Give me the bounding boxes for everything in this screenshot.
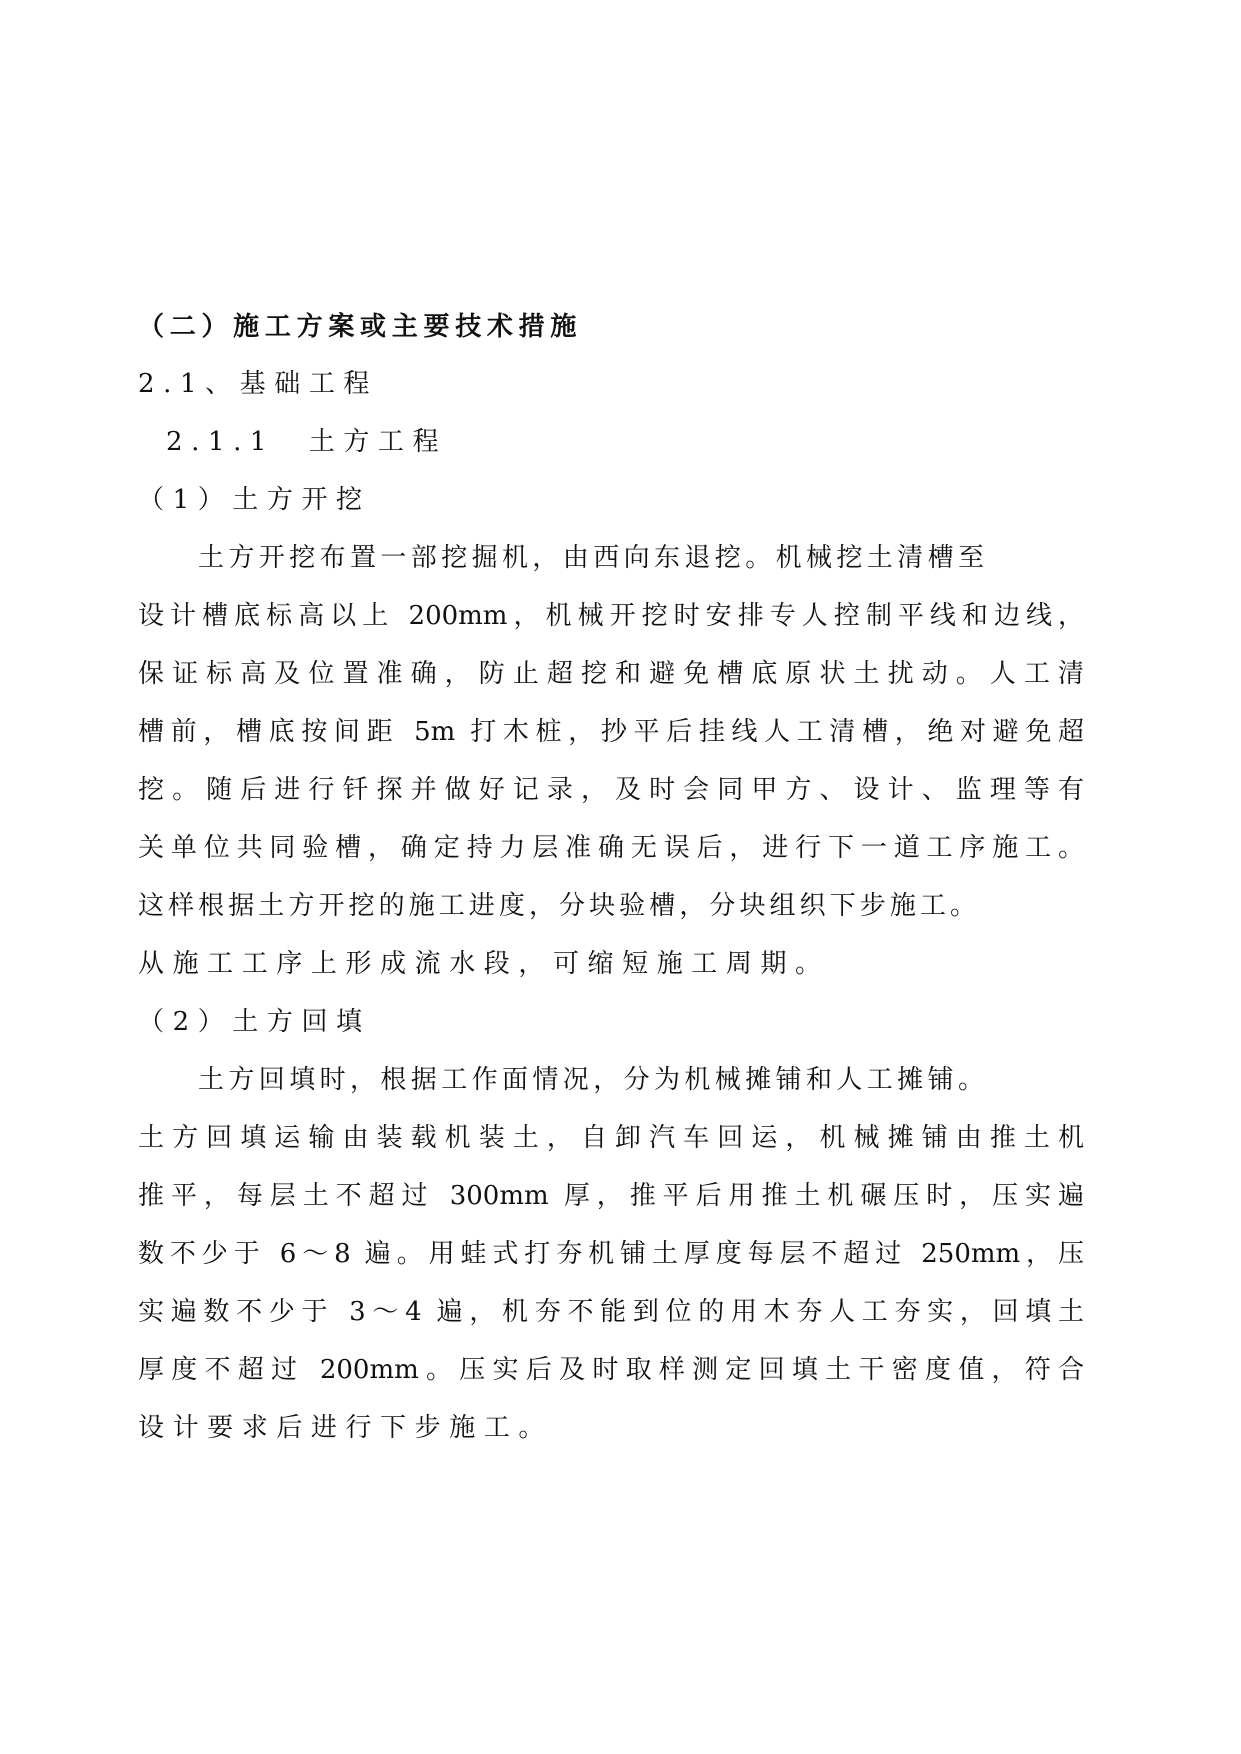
paragraph-line: 这样根据土方开挖的施工进度，分块验槽，分块组织下步施工。 xyxy=(138,891,976,921)
paragraph-line: 厚度不超过 200mm。压实后及时取样测定回填土干密度值，符合 xyxy=(138,1355,1084,1385)
subsection-title-2: （2）土方回填 xyxy=(138,1007,371,1037)
paragraph-line: 槽前，槽底按间距 5m 打木桩，抄平后挂线人工清槽，绝对避免超 xyxy=(138,717,1084,747)
paragraph-line: 实遍数不少于 3～4 遍，机夯不能到位的用木夯人工夯实，回填土 xyxy=(138,1297,1084,1327)
paragraph-line: 土方回填时，根据工作面情况，分为机械摊铺和人工摊铺。 xyxy=(198,1065,984,1095)
paragraph-line: 设计槽底标高以上 200mm，机械开挖时安排专人控制平线和边线， xyxy=(138,601,1084,631)
paragraph-line: 保证标高及位置准确，防止超挖和避免槽底原状土扰动。人工清 xyxy=(138,659,1084,689)
paragraph-line: 土方开挖布置一部挖掘机，由西向东退挖。机械挖土清槽至 xyxy=(198,543,984,573)
section-title: （二）施工方案或主要技术措施 xyxy=(138,312,583,342)
subsection-title-1: （1）土方开挖 xyxy=(138,485,371,515)
paragraph-line: 设计要求后进行下步施工。 xyxy=(138,1413,553,1443)
paragraph-line: 推平，每层土不超过 300mm 厚，推平后用推土机碾压时，压实遍 xyxy=(138,1181,1084,1211)
paragraph-line: 从施工工序上形成流水段，可缩短施工周期。 xyxy=(138,949,830,979)
heading-2-1: 2.1、基础工程 xyxy=(138,369,378,399)
heading-2-1-1: 2.1.1 土方工程 xyxy=(166,427,448,457)
paragraph-line: 数不少于 6～8 遍。用蛙式打夯机铺土厚度每层不超过 250mm，压 xyxy=(138,1239,1084,1269)
paragraph-line: 挖。随后进行钎探并做好记录，及时会同甲方、设计、监理等有 xyxy=(138,775,1084,805)
paragraph-line: 关单位共同验槽，确定持力层准确无误后，进行下一道工序施工。 xyxy=(138,833,1084,863)
paragraph-line: 土方回填运输由装载机装土，自卸汽车回运，机械摊铺由推土机 xyxy=(138,1123,1084,1153)
